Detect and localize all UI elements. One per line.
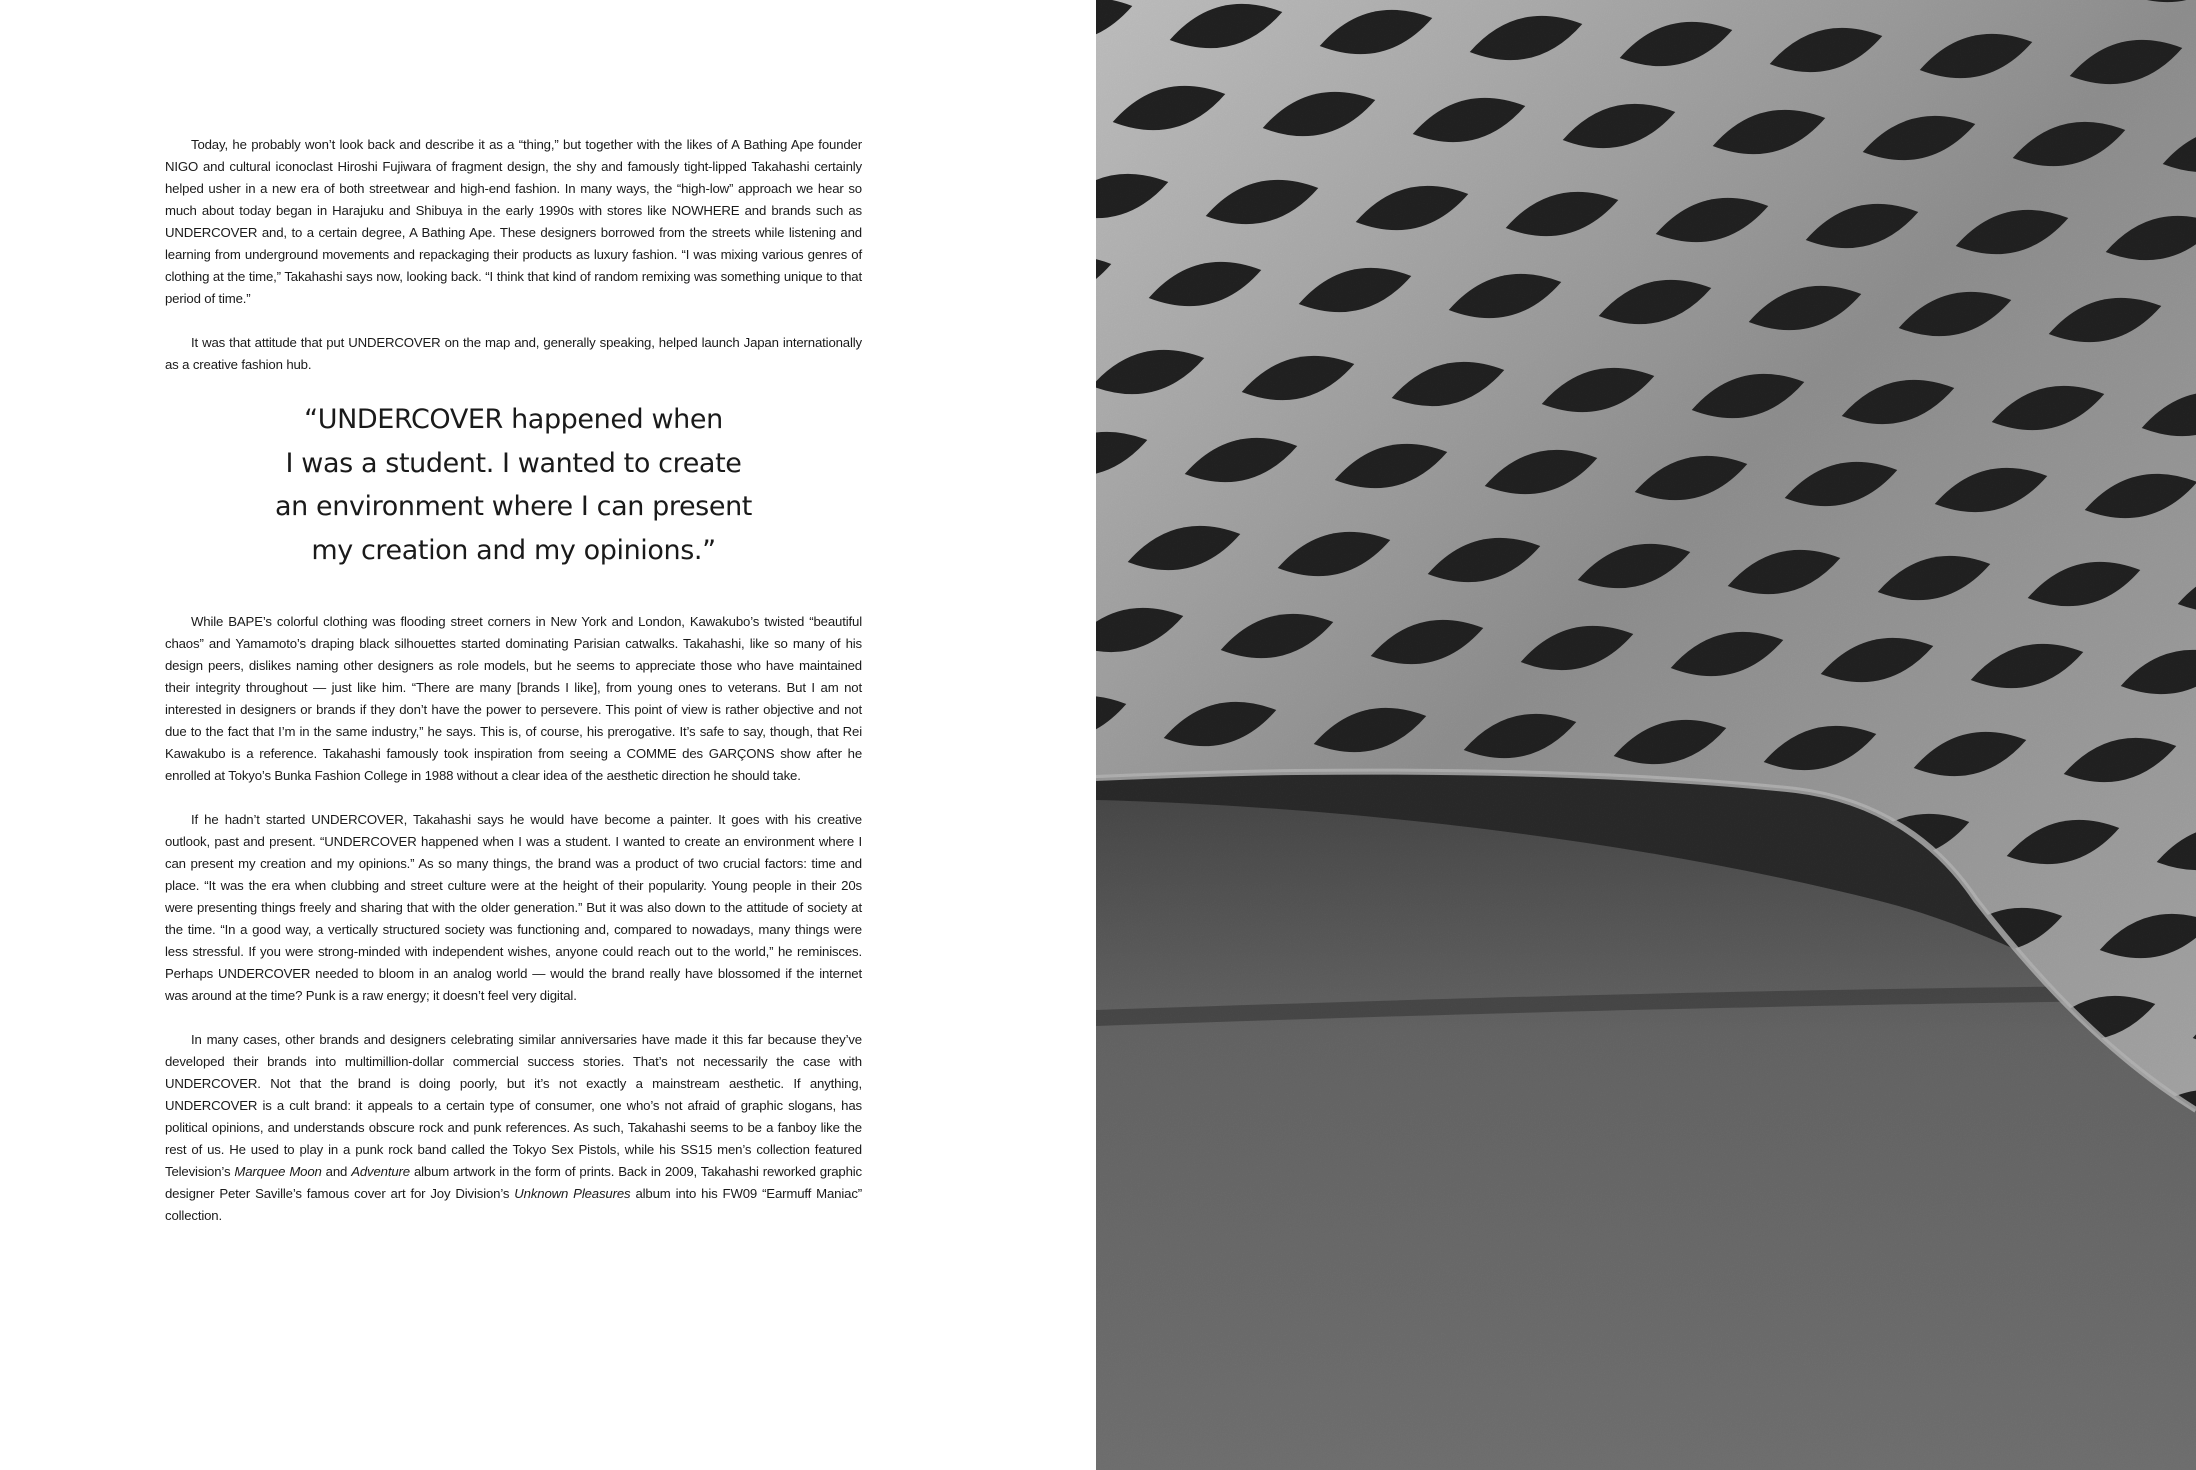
paragraph-5: [165, 1029, 862, 1227]
text-page: [0, 0, 1096, 1470]
pull-quote-line: “UNDERCOVER happened when: [304, 404, 723, 435]
paragraph-5-text: and: [321, 1164, 352, 1179]
paragraph-5-text: album into his FW09 “Earmuff Maniac” collection.: [165, 1186, 863, 1223]
paragraph-5-text: In many cases, other brands and designers celebrating similar anniversaries have made it this far because they’ve developed their brands into multimillion-dollar commercial success stories. That’s not necessarily the case with UNDERCOVER. Not that the brand is doing poorly, but it’s not exactly a mainstream aesthetic. If anything, UNDERCOVER is a cult brand: it appeals to a certain type of consumer, one who’s not afraid of graphic slogans, has political opinions, and understands obscure rock and punk references. As such, Takahashi seems to be a fanboy like the rest of us. He used to play in a punk rock band called the Tokyo Sex Pistols, while his SS15 men’s collection featured Television’s: [165, 1032, 862, 1179]
paragraph-1: Today, he probably won’t look back and describe it as a “thing,” but together with the likes of A Bathing Ape founder NIGO and cultural iconoclast Hiroshi Fujiwara of fragment design, the shy and famously tight-lipped Takahashi certainly helped usher in a new era of both streetwear and high-end fashion. In many ways, the “high-low” approach we hear so much about today began in Harajuku and Shibuya in the early 1990s with stores like NOWHERE and brands such as UNDERCOVER and, to a certain degree, A Bathing Ape. These designers borrowed from the streets while listening and learning from underground movements and repackaging their products as luxury fashion. “I was mixing various genres of clothing at the time,” Takahashi says now, looking back. “I think that kind of random remixing was something unique to that period of time.”: [165, 137, 862, 306]
paragraph-4: If he hadn’t started UNDERCOVER, Takahashi says he would have become a painter. It goes with his creative outlook, past and present. “UNDERCOVER happened when I was a student. I wanted to create an environment where I can present my creation and my opinions.” As so many things, the brand was a product of two crucial factors: time and place. “It was the era when clubbing and street culture were at the height of their popularity. Young people in their 20s were presenting things freely and sharing that with the older generation.” But it was also down to the attitude of society at the time. “In a good way, a vertically structured society was functioning and, compared to nowadays, many things were less stressful. If you were strong-minded with independent wishes, anyone could reach out to the world,” he reminisces. Perhaps UNDERCOVER needed to bloom in an analog world — would the brand really have blossomed if the internet was around at the time? Punk is a raw energy; it doesn’t feel very digital.: [165, 812, 862, 1003]
pull-quote-line: my creation and my opinions.”: [311, 534, 716, 566]
paragraph-2: It was that attitude that put UNDERCOVER on the map and, generally speaking, helped launch Japan internationally as a creative fashion hub.: [165, 335, 862, 372]
pull-quote-line: I was a student. I wanted to create: [285, 447, 742, 479]
paragraph-3: While BAPE’s colorful clothing was flooding street corners in New York and London, Kawakubo’s twisted “beautiful chaos” and Yamamoto’s draping black silhouettes started dominating Parisian catwalks. Takahashi, like so many of his design peers, dislikes naming other designers as role models, but he seems to appreciate those who have maintained their integrity throughout — just like him. “There are many [brands I like], from young ones to veterans. But I am not interested in designers or brands if they don’t have the power to persevere. This point of view is rather objective and not due to the fact that I’m in the same industry,” he says. This is, of course, his prerogative. It’s safe to say, though, that Rei Kawakubo is a reference. Takahashi famously took inspiration from seeing a COMME des GARÇONS show after he enrolled at Tokyo’s Bunka Fashion College in 1988 without a clear idea of the aesthetic direction he should take.: [165, 614, 862, 783]
metal-mesh-photo: [1096, 0, 2196, 1470]
album-title-unknown-pleasures: Unknown Pleasures: [514, 1186, 631, 1201]
pull-quote-line: an environment where I can present: [275, 491, 752, 522]
paragraph-5-text: album artwork in the form of prints. Back in 2009, Takahashi reworked graphic designer Peter Saville’s famous cover art for Joy Division’s: [165, 1164, 862, 1201]
photo-page: [1096, 0, 2196, 1470]
pull-quote: [165, 398, 862, 572]
album-title-adventure: Adventure: [351, 1164, 410, 1179]
article-body: [165, 134, 862, 1249]
album-title-marquee-moon: Marquee Moon: [234, 1164, 322, 1179]
